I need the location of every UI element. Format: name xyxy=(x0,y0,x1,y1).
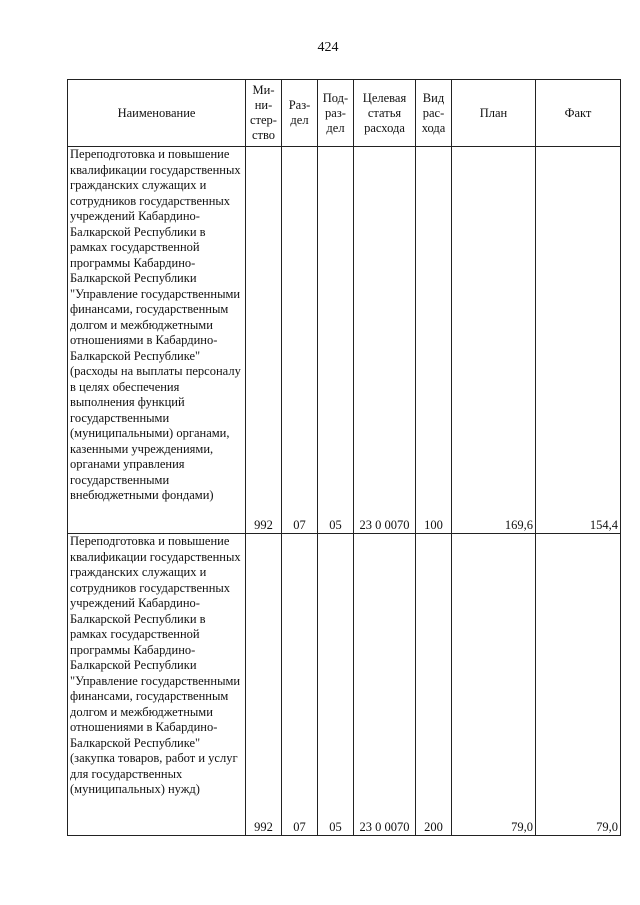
header-type-line: Вид xyxy=(422,90,445,105)
row-plan: 79,0 xyxy=(452,534,536,836)
table-row xyxy=(68,534,621,836)
row-ministry: 992 xyxy=(246,534,282,836)
header-target-line: статья xyxy=(367,105,402,120)
row-plan: 169,6 xyxy=(452,147,536,534)
header-target-line: расхода xyxy=(364,120,405,135)
header-type-line: рас- xyxy=(422,105,445,120)
row-section: 07 xyxy=(282,147,318,534)
header-ministry xyxy=(246,80,282,147)
header-ministry-line: Ми- xyxy=(252,83,275,97)
row-name: Переподготовка и повышение квалификации государственных гражданских служащих и сотрудников государственных учреждений Кабардино-Балкарской Республики в рамках государственной программы Кабардино-Балкарской Республики "Управление государственными финансами, государственным долгом и межбюджетными отношениями в Кабардино-Балкарской Республике" (расходы на выплаты персоналу в целях обеспечения выполнения функций государственными (муниципальными) органами, казенными учреждениями, органами управления государственными внебюджетными фондами) xyxy=(68,147,246,534)
row-subsection: 05 xyxy=(318,534,354,836)
header-subsection-line: раз- xyxy=(325,105,346,120)
header-section xyxy=(282,80,318,147)
header-type xyxy=(416,80,452,147)
row-type: 100 xyxy=(416,147,452,534)
header-section-line: дел xyxy=(290,113,309,127)
table-header-row xyxy=(68,80,621,147)
row-subsection: 05 xyxy=(318,147,354,534)
header-subsection-line: дел xyxy=(326,120,345,135)
header-ministry-line: ство xyxy=(251,128,276,142)
header-type-line: хода xyxy=(421,120,446,135)
row-type: 200 xyxy=(416,534,452,836)
header-ministry-line: стер- xyxy=(250,113,277,127)
row-section: 07 xyxy=(282,534,318,836)
row-target: 23 0 0070 xyxy=(354,147,416,534)
row-ministry: 992 xyxy=(246,147,282,534)
header-subsection xyxy=(318,80,354,147)
header-subsection-line: Под- xyxy=(322,90,349,105)
header-plan: План xyxy=(452,80,536,147)
header-ministry-line: ни- xyxy=(254,98,273,112)
budget-table xyxy=(67,79,621,836)
row-fact: 154,4 xyxy=(536,147,621,534)
header-section-line: Раз- xyxy=(288,98,311,112)
header-fact: Факт xyxy=(536,80,621,147)
table-row xyxy=(68,147,621,534)
page-number: 424 xyxy=(317,40,339,55)
row-name: Переподготовка и повышение квалификации государственных гражданских служащих и сотрудников государственных учреждений Кабардино-Балкарской Республики в рамках государственной программы Кабардино-Балкарской Республики "Управление государственными финансами, государственным долгом и межбюджетными отношениями в Кабардино-Балкарской Республике" (закупка товаров, работ и услуг для государственных (муниципальных) нужд) xyxy=(68,534,246,836)
row-target: 23 0 0070 xyxy=(354,534,416,836)
header-target xyxy=(354,80,416,147)
header-name: Наименование xyxy=(68,80,246,147)
row-fact: 79,0 xyxy=(536,534,621,836)
header-target-line: Целевая xyxy=(362,90,407,105)
